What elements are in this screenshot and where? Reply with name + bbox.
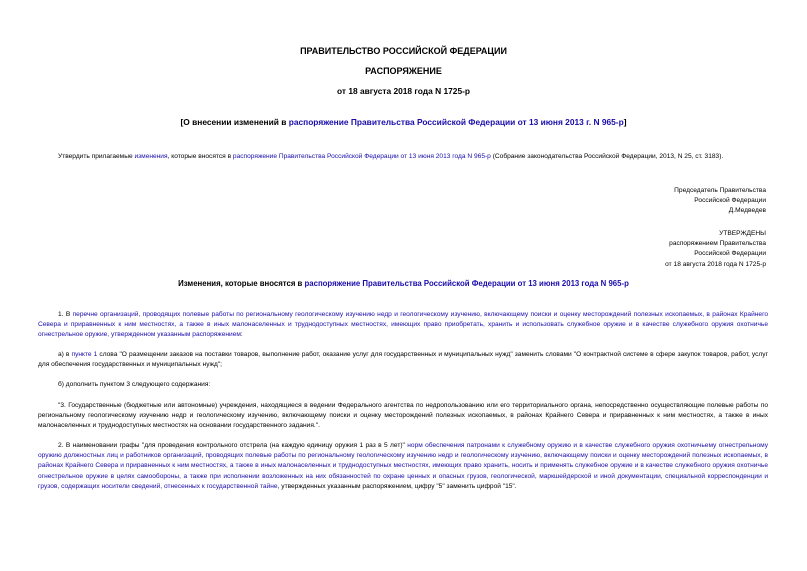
document-date-number: от 18 августа 2018 года N 1725-р — [336, 86, 471, 96]
approved-line-1: УТВЕРЖДЕНЫ — [719, 230, 766, 237]
pb-text: б) дополнить пунктом 3 следующего содержания: — [58, 381, 211, 388]
changes-title — [0, 279, 807, 288]
paragraph-item-3 — [38, 401, 768, 432]
intro-text-2: , которые вносятся в — [167, 153, 233, 160]
intro-text-3: (Собрание законодательства Российской Федерации, 2013, N 25, ст. 3183). — [490, 153, 724, 160]
document-subject — [0, 117, 807, 127]
approved-block — [665, 229, 766, 270]
signature-line-1: Председатель Правительства — [674, 187, 766, 194]
p2-text-2: , утвержденных указанным распоряжением, цифру "5" заменить цифрой "15". — [277, 482, 517, 490]
changes-title-text: Изменения, которые вносятся в — [178, 279, 305, 288]
approved-line-3: Российской Федерации — [694, 250, 766, 258]
intro-link-changes[interactable]: изменения — [134, 153, 168, 160]
p1-link-list[interactable]: перечне организаций, проводящих полевые работы по региональному геологическому изучению недр и геологическому изучению, включающему поиски и оценку месторождений полезных ископаемых, в районах Крайнего Севера и приравненных к ним местностях, а также в иных малонаселенных и труднодоступных местностях, имеющих право приобретать, хранить и использовать служебное оружие и в качестве служебного оружия охотничье огнестрельное оружие, утвержденном указанным распоряжением — [38, 311, 769, 339]
p3-text: "3. Государственные (бюджетные или автономные) учреждения, находящиеся в ведении Федерального агентства по недропользованию или его территориального органа, непосредственно осуществляющие полевые работы по региональному геологическому изучению недр и геологическому изучению, включающему поиски и оценку месторождений полезных ископаемых, в районах Крайнего Севера и приравненных к ним местностях, а также в иных малонаселенных и труднодоступных местностях на основании государственного задания.". — [38, 402, 768, 430]
signature-line-2: Российской Федерации — [694, 197, 766, 205]
intro-link-order[interactable]: распоряжение Правительства Российской Федерации от 13 июня 2013 года N 965-р — [232, 153, 491, 160]
p2-text-1: 2. В наименовании графы "для проведения контрольного отстрела (на каждую единицу оружия 1 раз в 5 лет)" — [58, 442, 408, 449]
pa-link-item-1[interactable]: пункте 1 — [71, 351, 98, 358]
pa-text-2: слова "О размещении заказов на поставки товаров, выполнение работ, оказание услуг для государственных и муниципальных нужд" заменить словами "О контрактной системе в сфере закупок товаров, работ, услуг для обеспечения государственных и муниципальных нужд"; — [38, 351, 768, 369]
subject-link[interactable]: распоряжение Правительства Российской Федерации от 13 июня 2013 г. N 965-р — [288, 117, 624, 127]
government-heading: ПРАВИТЕЛЬСТВО РОССИЙСКОЙ ФЕДЕРАЦИИ — [300, 46, 507, 56]
paragraph-1 — [38, 310, 768, 341]
intro-paragraph — [38, 152, 768, 162]
pa-text-1: а) в — [58, 351, 72, 358]
paragraph-2 — [38, 441, 768, 492]
subject-open: [О внесении изменений в — [180, 117, 289, 127]
signature-line-3: Д.Медведев — [728, 207, 766, 215]
paragraph-a — [38, 350, 768, 370]
paragraph-b — [38, 380, 768, 390]
p1-text-2: : — [240, 331, 243, 339]
subject-close: ] — [623, 117, 627, 127]
document-type: РАСПОРЯЖЕНИЕ — [365, 66, 442, 76]
intro-text-1: Утвердить прилагаемые — [58, 153, 135, 160]
changes-title-link[interactable]: распоряжение Правительства Российской Федерации от 13 июня 2013 года N 965-р — [304, 279, 629, 288]
approved-line-2: распоряжением Правительства — [669, 240, 766, 248]
signature-block — [674, 186, 766, 217]
p2-link-norms[interactable]: норм обеспечения патронами к служебному оружию и в качестве служебного оружия охотничьему огнестрельному оружию должностных лиц и работников организаций, проводящих полевые работы по региональному геологическому изучению недр и геологическому изучению, включающему поиски и оценку месторождений полезных ископаемых, в районах Крайнего Севера и приравненных к ним местностях, а также в иных малонаселенных и труднодоступных местностях, имеющих право хранить, носить и применять служебное оружие и в качестве служебного оружия охотничье огнестрельное оружие в целях самообороны, а также при исполнении возложенных на них обязанностей по охране ценных и опасных грузов, геологической, маркшейдерской и иной документации, специальной корреспонденции и грузов, содержащих носители сведений, отнесенных к государственной тайне — [38, 442, 769, 490]
approved-line-4: от 18 августа 2018 года N 1725-р — [665, 260, 766, 268]
p1-text-1: 1. В — [58, 311, 73, 318]
